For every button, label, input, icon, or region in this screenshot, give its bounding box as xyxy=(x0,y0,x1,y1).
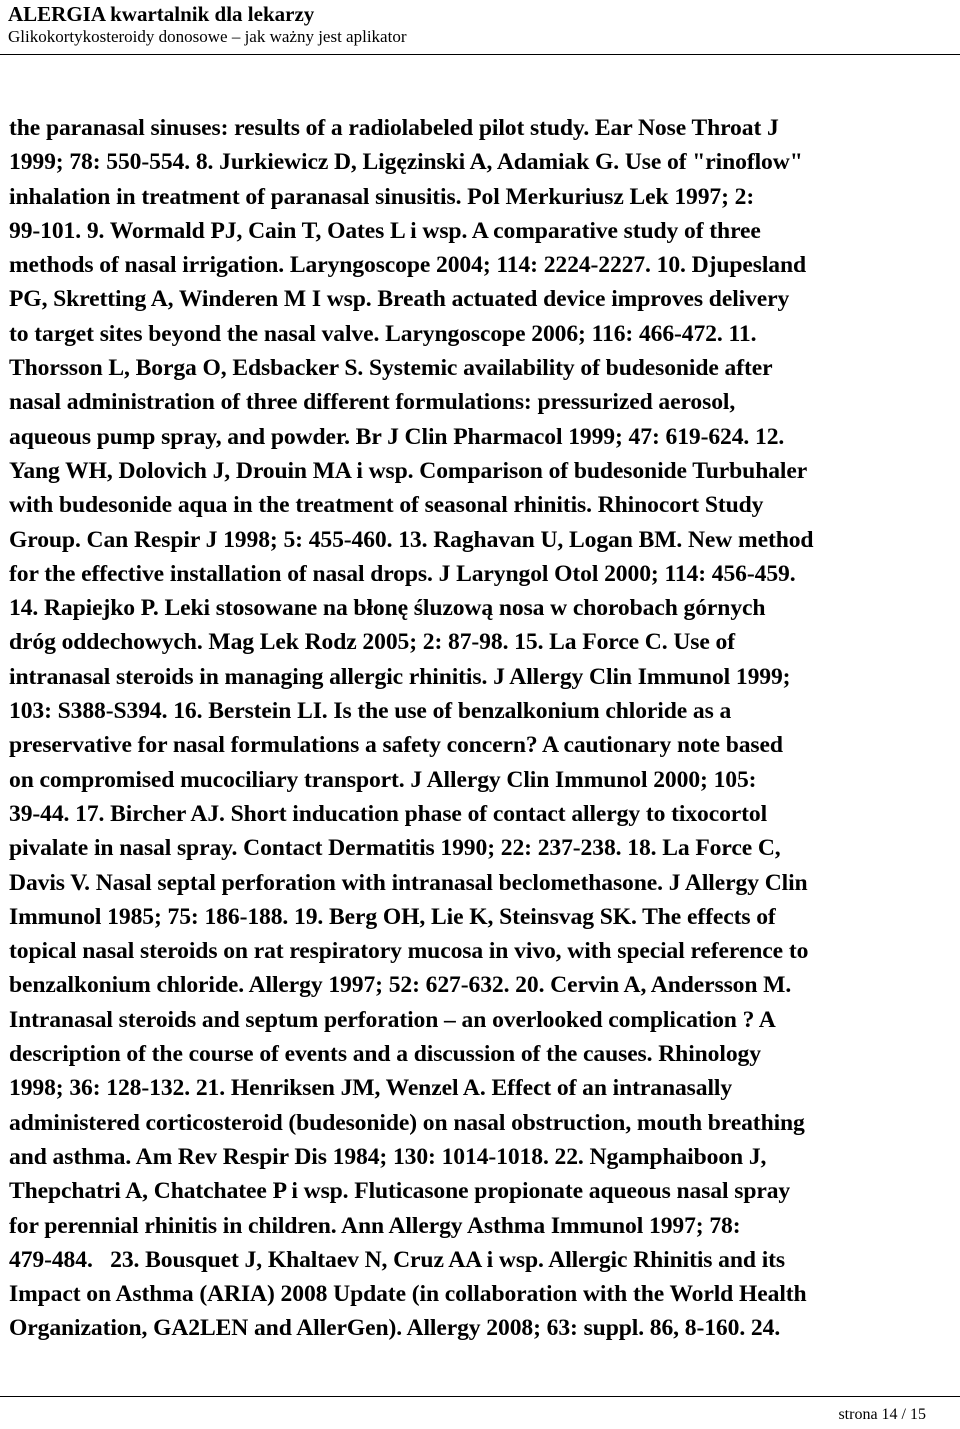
text-line: Yang WH, Dolovich J, Drouin MA i wsp. Comparison of budesonide Turbuhaler xyxy=(9,457,808,484)
text-line: description of the course of events and a discussion of the causes. Rhinology xyxy=(9,1041,761,1068)
text-line: 1998; 36: 128-132. 21. Henriksen JM, Wenzel A. Effect of an intranasally xyxy=(9,1075,733,1102)
header-divider xyxy=(0,54,960,55)
references-text xyxy=(9,111,955,1346)
article-subtitle: Glikokortykosteroidy donosowe – jak ważny jest aplikator xyxy=(8,27,407,46)
text-line: 14. Rapiejko P. Leki stosowane na błonę śluzową nosa w chorobach górnych xyxy=(9,595,766,622)
text-line: Group. Can Respir J 1998; 5: 455-460. 13. Raghavan U, Logan BM. New method xyxy=(9,526,814,553)
text-line: Intranasal steroids and septum perforation – an overlooked complication ? A xyxy=(9,1006,776,1033)
text-line: dróg oddechowych. Mag Lek Rodz 2005; 2: 87-98. 15. La Force C. Use of xyxy=(9,629,735,656)
text-line: 1999; 78: 550-554. 8. Jurkiewicz D, Ligęzinski A, Adamiak G. Use of "rinoflow" xyxy=(9,149,803,176)
text-line: intranasal steroids in managing allergic rhinitis. J Allergy Clin Immunol 1999; xyxy=(9,663,791,690)
text-line: nasal administration of three different formulations: pressurized aerosol, xyxy=(9,389,736,416)
text-line: on compromised mucociliary transport. J Allergy Clin Immunol 2000; 105: xyxy=(9,766,757,793)
text-line: 479-484. 23. Bousquet J, Khaltaev N, Cruz AA i wsp. Allergic Rhinitis and its xyxy=(9,1246,786,1273)
text-line: 99-101. 9. Wormald PJ, Cain T, Oates L i wsp. A comparative study of three xyxy=(9,217,761,244)
text-line: Impact on Asthma (ARIA) 2008 Update (in collaboration with the World Health xyxy=(9,1281,807,1308)
text-line: the paranasal sinuses: results of a radiolabeled pilot study. Ear Nose Throat J xyxy=(9,115,779,141)
text-line: for the effective installation of nasal drops. J Laryngol Otol 2000; 114: 456-459. xyxy=(9,560,796,587)
text-line: 103: S388-S394. 16. Berstein LI. Is the use of benzalkonium chloride as a xyxy=(9,698,732,725)
text-line: methods of nasal irrigation. Laryngoscope 2004; 114: 2224-2227. 10. Djupesland xyxy=(9,252,807,279)
text-line: aqueous pump spray, and powder. Br J Clin Pharmacol 1999; 47: 619-624. 12. xyxy=(9,423,785,450)
text-line: preservative for nasal formulations a safety concern? A cautionary note based xyxy=(9,732,783,759)
text-line: for perennial rhinitis in children. Ann Allergy Asthma Immunol 1997; 78: xyxy=(9,1212,741,1239)
text-line: Thorsson L, Borga O, Edsbacker S. Systemic availability of budesonide after xyxy=(9,355,773,382)
text-line: PG, Skretting A, Winderen M I wsp. Breath actuated device improves delivery xyxy=(9,286,790,313)
text-line: Thepchatri A, Chatchatee P i wsp. Fluticasone propionate aqueous nasal spray xyxy=(9,1178,791,1205)
text-line: Davis V. Nasal septal perforation with intranasal beclomethasone. J Allergy Clin xyxy=(9,869,808,896)
page-header xyxy=(8,2,952,48)
text-line: to target sites beyond the nasal valve. Laryngoscope 2006; 116: 466-472. 11. xyxy=(9,320,757,347)
text-line: 39-44. 17. Bircher AJ. Short inducation phase of contact allergy to tixocortol xyxy=(9,800,768,827)
text-line: with budesonide aqua in the treatment of seasonal rhinitis. Rhinocort Study xyxy=(9,492,764,519)
text-line: Organization, GA2LEN and AllerGen). Allergy 2008; 63: suppl. 86, 8-160. 24. xyxy=(9,1315,781,1342)
footer-divider xyxy=(0,1396,960,1397)
page-number: strona 14 / 15 xyxy=(838,1406,926,1423)
text-line: administered corticosteroid (budesonide) on nasal obstruction, mouth breathing xyxy=(9,1109,805,1136)
text-line: inhalation in treatment of paranasal sinusitis. Pol Merkuriusz Lek 1997; 2: xyxy=(9,183,755,210)
journal-title: ALERGIA kwartalnik dla lekarzy xyxy=(8,2,315,26)
text-line: pivalate in nasal spray. Contact Dermatitis 1990; 22: 237-238. 18. La Force C, xyxy=(9,835,781,862)
text-line: Immunol 1985; 75: 186-188. 19. Berg OH, Lie K, Steinsvag SK. The effects of xyxy=(9,903,776,930)
text-line: and asthma. Am Rev Respir Dis 1984; 130: 1014-1018. 22. Ngamphaiboon J, xyxy=(9,1143,767,1170)
text-line: topical nasal steroids on rat respiratory mucosa in vivo, with special reference to xyxy=(9,938,809,965)
text-line: benzalkonium chloride. Allergy 1997; 52: 627-632. 20. Cervin A, Andersson M. xyxy=(9,972,792,999)
